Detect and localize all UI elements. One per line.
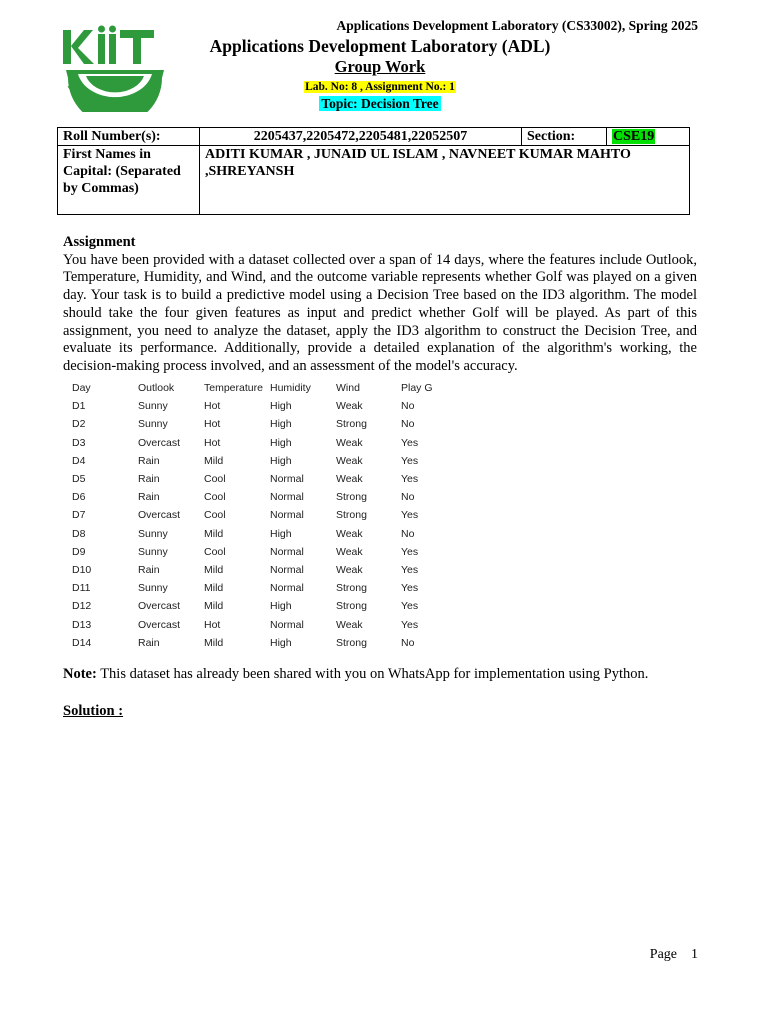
table-cell: High bbox=[270, 418, 292, 431]
table-cell: Yes bbox=[401, 582, 419, 595]
table-cell: Normal bbox=[270, 491, 304, 504]
table-cell: High bbox=[270, 636, 292, 649]
table-cell: High bbox=[270, 400, 292, 413]
table-cell: Yes bbox=[401, 473, 419, 486]
assignment-section bbox=[63, 234, 697, 376]
roll-value: 2205437,2205472,2205481,22052507 bbox=[200, 128, 522, 146]
table-cell: Weak bbox=[336, 563, 363, 576]
table-cell: D13 bbox=[72, 618, 92, 631]
table-cell: Mild bbox=[204, 454, 224, 467]
table-cell: Weak bbox=[336, 436, 363, 449]
table-cell: Hot bbox=[204, 400, 221, 413]
table-cell: Mild bbox=[204, 636, 224, 649]
dataset-table bbox=[66, 379, 433, 652]
table-cell: Sunny bbox=[138, 400, 168, 413]
table-row bbox=[66, 452, 433, 470]
table-row bbox=[66, 434, 433, 452]
table-cell: D10 bbox=[72, 563, 92, 576]
table-row bbox=[66, 561, 433, 579]
table-cell: Normal bbox=[270, 582, 304, 595]
table-cell: High bbox=[270, 600, 292, 613]
table-cell: Cool bbox=[204, 491, 226, 504]
table-cell: Weak bbox=[336, 545, 363, 558]
table-cell: Mild bbox=[204, 582, 224, 595]
table-row bbox=[66, 615, 433, 633]
table-cell: Yes bbox=[401, 563, 419, 576]
table-cell: Wind bbox=[336, 382, 360, 395]
table-cell: Hot bbox=[204, 618, 221, 631]
table-cell: D11 bbox=[72, 582, 91, 595]
table-cell: Cool bbox=[204, 509, 226, 522]
note bbox=[63, 666, 648, 683]
table-cell: D5 bbox=[72, 473, 86, 486]
table-cell: Hot bbox=[204, 436, 221, 449]
table-row bbox=[66, 579, 433, 597]
table-cell: Sunny bbox=[138, 582, 168, 595]
table-cell: Sunny bbox=[138, 418, 168, 431]
section-label: Section: bbox=[522, 128, 607, 146]
table-cell: High bbox=[270, 527, 292, 540]
table-cell: D3 bbox=[72, 436, 86, 449]
topic-line bbox=[160, 96, 600, 112]
table-cell: Sunny bbox=[138, 545, 168, 558]
note-label: Note: bbox=[63, 666, 97, 682]
table-cell: Mild bbox=[204, 600, 224, 613]
table-cell: Mild bbox=[204, 527, 224, 540]
table-cell: Weak bbox=[336, 527, 363, 540]
section-value: CSE19 bbox=[613, 129, 655, 144]
table-cell: High bbox=[270, 454, 292, 467]
table-cell: Normal bbox=[270, 618, 304, 631]
table-cell: No bbox=[401, 636, 415, 649]
student-info-table bbox=[57, 127, 690, 215]
sub-title: Group Work bbox=[334, 57, 426, 76]
lab-line bbox=[160, 79, 600, 94]
table-cell: No bbox=[401, 400, 415, 413]
table-row bbox=[66, 525, 433, 543]
table-cell: Mild bbox=[204, 563, 224, 576]
table-cell: No bbox=[401, 527, 415, 540]
table-cell: Rain bbox=[138, 491, 160, 504]
table-cell: Rain bbox=[138, 473, 160, 486]
assignment-heading: Assignment bbox=[63, 234, 136, 250]
roll-label: Roll Number(s): bbox=[58, 128, 200, 146]
table-cell: D12 bbox=[72, 600, 92, 613]
page-number: 1 bbox=[691, 947, 698, 962]
table-cell: Humidity bbox=[270, 382, 311, 395]
names-label: First Names in Capital: (Separated by Commas) bbox=[58, 146, 200, 215]
roll-row bbox=[58, 128, 690, 146]
table-cell: Strong bbox=[336, 636, 367, 649]
course-header: Applications Development Laboratory (CS33002), Spring 2025 bbox=[336, 18, 698, 33]
table-cell: Normal bbox=[270, 473, 304, 486]
topic-label: Topic: Decision Tree bbox=[321, 96, 439, 111]
table-cell: Rain bbox=[138, 636, 160, 649]
table-row bbox=[66, 543, 433, 561]
table-cell: D9 bbox=[72, 545, 86, 558]
table-cell: Weak bbox=[336, 400, 363, 413]
table-row bbox=[66, 634, 433, 652]
table-cell: Overcast bbox=[138, 436, 181, 449]
table-cell: D8 bbox=[72, 527, 86, 540]
table-cell: Outlook bbox=[138, 382, 175, 395]
table-cell: Normal bbox=[270, 509, 304, 522]
title-block bbox=[160, 36, 600, 112]
solution-heading: Solution : bbox=[63, 703, 124, 719]
table-cell: Day bbox=[72, 382, 91, 395]
table-cell: Normal bbox=[270, 563, 304, 576]
table-cell: Overcast bbox=[138, 509, 181, 522]
table-cell: D1 bbox=[72, 400, 86, 413]
table-cell: D2 bbox=[72, 418, 86, 431]
section-cell bbox=[607, 128, 690, 146]
table-cell: Yes bbox=[401, 454, 419, 467]
table-row bbox=[66, 488, 433, 506]
table-cell: Hot bbox=[204, 418, 221, 431]
table-cell: Play G bbox=[401, 382, 433, 395]
table-cell: Strong bbox=[336, 582, 367, 595]
kiit-logo bbox=[60, 24, 170, 112]
table-cell: Yes bbox=[401, 600, 419, 613]
page-footer bbox=[650, 947, 698, 963]
table-cell: Overcast bbox=[138, 618, 181, 631]
table-cell: Yes bbox=[401, 436, 419, 449]
table-cell: No bbox=[401, 491, 415, 504]
table-cell: Strong bbox=[336, 509, 367, 522]
table-cell: D4 bbox=[72, 454, 86, 467]
table-cell: Weak bbox=[336, 473, 363, 486]
names-value: ADITI KUMAR , JUNAID UL ISLAM , NAVNEET KUMAR MAHTO ,SHREYANSH bbox=[200, 146, 690, 215]
lab-assignment-number: Lab. No: 8 , Assignment No.: 1 bbox=[305, 81, 455, 93]
table-cell: No bbox=[401, 418, 415, 431]
table-cell: Strong bbox=[336, 418, 367, 431]
table-cell: Strong bbox=[336, 600, 367, 613]
table-row bbox=[66, 415, 433, 433]
table-row bbox=[66, 397, 433, 415]
table-cell: D6 bbox=[72, 491, 86, 504]
page-label: Page bbox=[649, 947, 677, 962]
table-row bbox=[66, 506, 433, 524]
names-row bbox=[58, 146, 690, 215]
table-cell: D14 bbox=[72, 636, 92, 649]
table-cell: Yes bbox=[401, 545, 419, 558]
table-cell: D7 bbox=[72, 509, 86, 522]
table-cell: High bbox=[270, 436, 292, 449]
table-cell: Weak bbox=[336, 454, 363, 467]
assignment-body: You have been provided with a dataset collected over a span of 14 days, where the features include Outlook, Temperature, Humidity, and Wind, and the outcome variable represents whether Golf was played on a given day. Your task is to build a predictive model using a Decision Tree based on the ID3 algorithm. The model should take the four given features as input and predict whether Golf will be played. As part of this assignment, you need to analyze the dataset, apply the ID3 algorithm to construct the Decision Tree, and evaluate its performance. Additionally, provide a detailed explanation of the algorithm's working, the decision-making process involved, and an assessment of the model's accuracy. bbox=[63, 251, 697, 374]
table-row bbox=[66, 597, 433, 615]
table-cell: Cool bbox=[204, 473, 226, 486]
table-cell: Normal bbox=[270, 545, 304, 558]
table-header-row bbox=[66, 379, 433, 397]
table-cell: Yes bbox=[401, 618, 419, 631]
table-cell: Rain bbox=[138, 454, 160, 467]
table-cell: Weak bbox=[336, 618, 363, 631]
table-cell: Rain bbox=[138, 563, 160, 576]
main-title: Applications Development Laboratory (ADL) bbox=[209, 36, 551, 56]
table-cell: Temperature bbox=[204, 382, 263, 395]
table-cell: Overcast bbox=[138, 600, 181, 613]
table-cell: Sunny bbox=[138, 527, 168, 540]
note-text: This dataset has already been shared with you on WhatsApp for implementation using Python. bbox=[96, 666, 649, 682]
table-row bbox=[66, 470, 433, 488]
table-cell: Cool bbox=[204, 545, 226, 558]
table-cell: Strong bbox=[336, 491, 367, 504]
table-cell: Yes bbox=[401, 509, 419, 522]
